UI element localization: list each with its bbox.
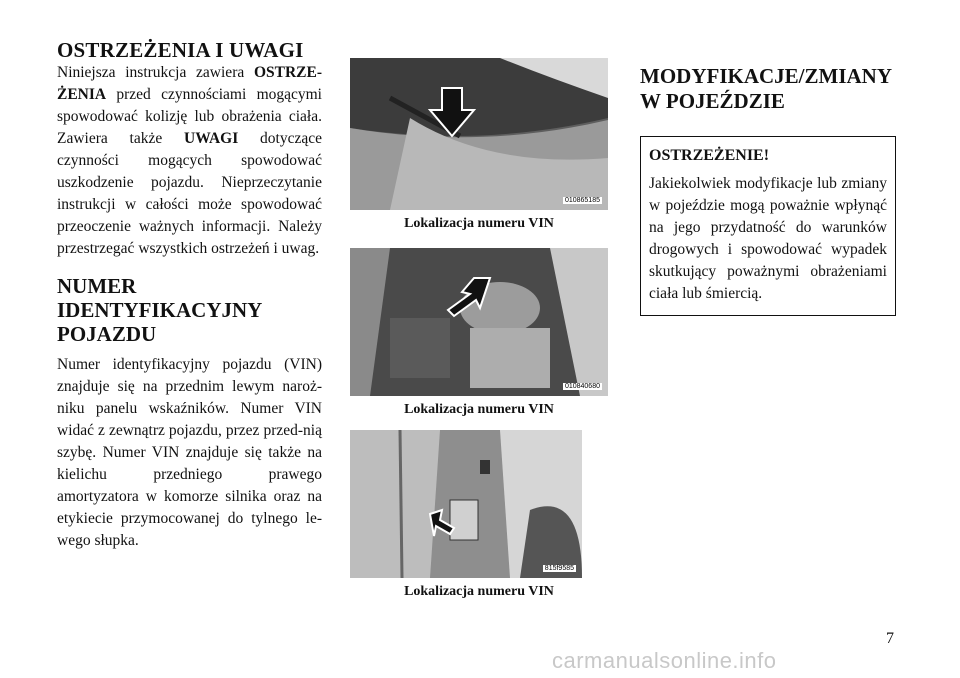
warnings-paragraph — [57, 62, 322, 260]
warnings-bold-1: OSTRZE-ŻENIA — [57, 64, 322, 103]
figure-caption: Lokalizacja numeru VIN — [404, 216, 554, 231]
figure-engine-photo — [350, 248, 608, 396]
figure-caption: Lokalizacja numeru VIN — [404, 402, 554, 417]
warnings-bold-2: UWAGI — [184, 130, 239, 147]
warning-box — [640, 136, 896, 316]
figure-code: 815f9585 — [544, 565, 574, 572]
pillar-illustration — [350, 430, 582, 578]
page-number: 7 — [886, 630, 894, 647]
right-column — [640, 64, 896, 316]
warnings-text-3: dotyczące czynności mogących spowodować uszkodzenie pojazdu. Nieprzeczytanie instrukcji w całości może spowodować przeoczenie ważnych informacji. Należy przestrzegać wszystkich ostrzeżeń i uwag. — [57, 130, 322, 257]
warning-title: OSTRZEŻENIE! — [649, 147, 770, 164]
warnings-text-2: przed czynnościami mogącymi spowodować kolizję lub obrażenia ciała. Zawiera także — [57, 86, 322, 147]
figures-column — [350, 58, 608, 602]
figure-windshield-photo — [350, 58, 608, 210]
figure-code: 010865185 — [564, 197, 600, 204]
windshield-illustration — [350, 58, 608, 210]
warning-text: Jakiekolwiek modyfikacje lub zmiany w pojeździe mogą poważnie wpłynąć na jego przydatność do warunków drogowych i spowodować wypadek skutkujący poważnymi obrażeniami ciała lub śmiercią. — [649, 175, 887, 302]
modifications-heading: MODYFIKACJE/ZMIANY W POJEŹDZIE — [640, 64, 892, 113]
figure-code: 010840680 — [564, 383, 600, 390]
figure-pillar-photo — [350, 430, 582, 578]
watermark: carmanualsonline.info — [552, 648, 777, 673]
warnings-text-1: Niniejsza instrukcja zawiera — [57, 64, 254, 81]
left-column — [57, 38, 322, 552]
vin-heading: NUMER IDENTYFIKACYJNY POJAZDU — [57, 274, 262, 346]
engine-bay-illustration — [350, 248, 608, 396]
warnings-heading: OSTRZEŻENIA I UWAGI — [57, 38, 304, 62]
vin-paragraph: Numer identyfikacyjny pojazdu (VIN) znajduje się na przednim lewym naroż-niku panelu wskaźników. Numer VIN widać z zewnątrz pojazdu, przez przed-nią szybę. Numer VIN znajduje się także na kielichu przedniego prawego amortyzatora w komorze silnika oraz na etykiecie przymocowanej do tylnego le-wego słupka. — [57, 356, 322, 549]
figure-caption: Lokalizacja numeru VIN — [404, 584, 554, 599]
